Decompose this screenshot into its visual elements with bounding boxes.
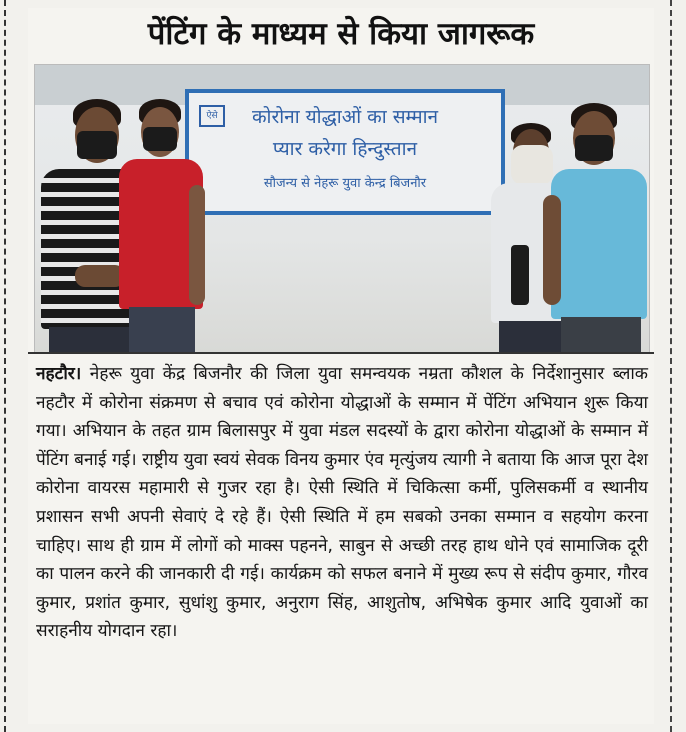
person-blue-shirt bbox=[543, 65, 649, 353]
dateline: नहटौर। bbox=[36, 364, 82, 384]
right-cut-border bbox=[670, 0, 672, 732]
article-body bbox=[36, 360, 648, 646]
sign-line-1: कोरोना योद्धाओं का सम्मान bbox=[251, 106, 439, 128]
wall-painting-sign bbox=[185, 89, 505, 215]
article-text: नेहरू युवा केंद्र बिजनौर की जिला युवा समन्वयक नम्रता कौशल के निर्देशानुसार ब्लाक नहटौर में कोरोना संक्रमण से बचाव एवं कोरोना योद्धाओं के सम्मान में पेंटिंग अभियान शुरू किया गया। अभियान के तहत ग्राम बिलासपुर में युवा मंडल सदस्यों के द्वारा कोरोना योद्धाओं के सम्मान में पेंटिंग बनाई गई। राष्ट्रीय युवा स्वयं सेवक विनय कुमार एंव मृत्युंजय त्यागी ने बताया कि आज पूरा देश कोरोना वायरस महामारी से गुजर रहा है। ऐसी स्थिति में चिकित्सा कर्मी, पुलिसकर्मी व स्थानीय प्रशासन सभी अपनी सेवाएं दे रहे हैं। ऐसी स्थिति में हम सबको उनका सम्मान व सहयोग करना चाहिए। साथ ही ग्राम में लोगों को माक्स पहनने, साबुन से अच्छी तरह हाथ धोने एवं सामाजिक दूरी का पालन करने की जानकारी दी गई। कार्यक्रम को सफल बनाने में मुख्य रूप से संदीप कुमार, गौरव कुमार, प्रशांत कुमार, सुधांशु कुमार, अनुराग सिंह, आशुतोष, अभिषेक कुमार आदि युवाओं का सराहनीय योगदान रहा। bbox=[36, 364, 648, 642]
headline: पेंटिंग के माध्यम से किया जागरूक bbox=[147, 16, 535, 52]
person-red-shirt bbox=[119, 65, 209, 353]
sign-line-3: सौजन्य से नेहरू युवा केन्द्र बिजनौर bbox=[263, 176, 427, 191]
sign-tag: ऐसे bbox=[199, 105, 225, 127]
sign-line-2: प्यार करेगा हिन्दुस्तान bbox=[272, 138, 418, 160]
news-photo bbox=[34, 64, 650, 354]
newspaper-clipping bbox=[28, 8, 654, 724]
photo-divider bbox=[28, 352, 654, 354]
left-cut-border bbox=[4, 0, 6, 732]
